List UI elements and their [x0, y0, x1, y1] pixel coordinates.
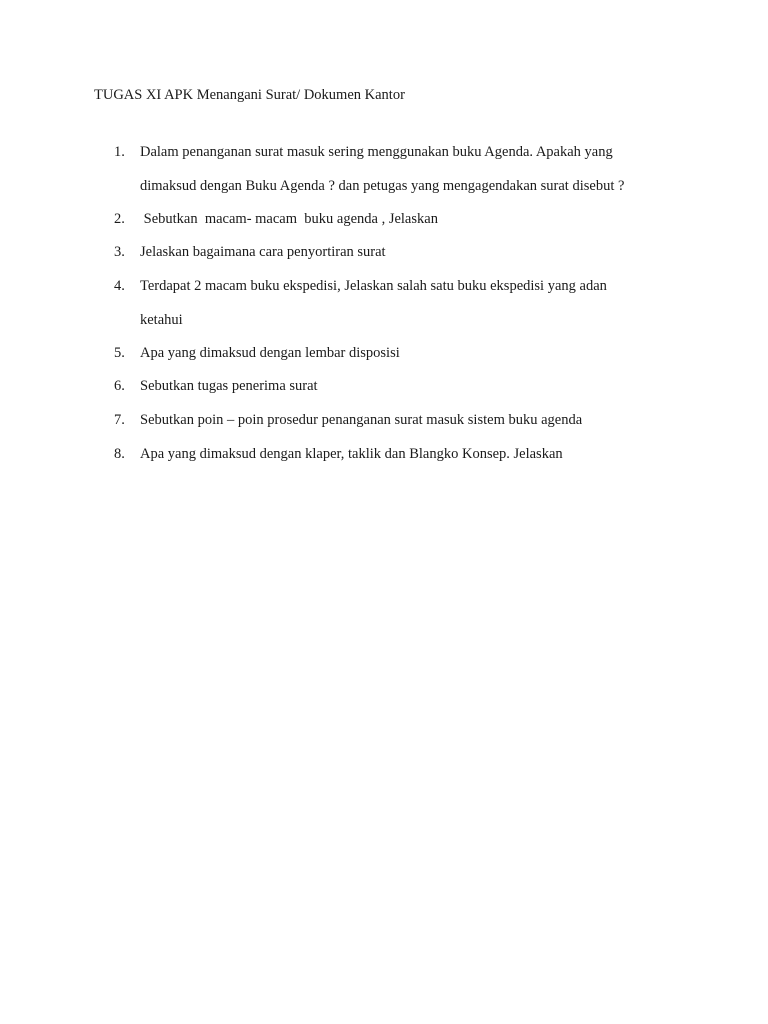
question-line: Dalam penanganan surat masuk sering menggunakan buku Agenda. Apakah yang	[140, 144, 613, 160]
question-text	[140, 344, 700, 362]
question-number: 3.	[114, 244, 125, 260]
question-text	[140, 143, 700, 195]
question-line: Sebutkan poin – poin prosedur penanganan surat masuk sistem buku agenda	[140, 412, 583, 428]
question-number: 4.	[114, 278, 125, 294]
question-line: Sebutkan macam- macam buku agenda , Jelaskan	[140, 211, 438, 227]
question-text	[140, 411, 700, 429]
question-text	[140, 277, 700, 329]
question-text	[140, 243, 700, 261]
question-number: 8.	[114, 446, 125, 462]
question-number: 6.	[114, 378, 125, 394]
question-text	[140, 377, 700, 395]
question-line: Jelaskan bagaimana cara penyortiran surat	[140, 244, 386, 260]
question-line: ketahui	[140, 311, 183, 328]
question-text	[140, 445, 700, 463]
question-line: dimaksud dengan Buku Agenda ? dan petugas yang mengagendakan surat disebut ?	[140, 177, 625, 194]
question-text	[140, 210, 700, 228]
question-line: Apa yang dimaksud dengan lembar disposisi	[140, 345, 400, 361]
question-number: 2.	[114, 211, 125, 227]
question-line: Sebutkan tugas penerima surat	[140, 378, 318, 394]
question-number: 5.	[114, 345, 125, 361]
question-line: Terdapat 2 macam buku ekspedisi, Jelaskan salah satu buku ekspedisi yang adan	[140, 278, 607, 294]
question-number: 7.	[114, 412, 125, 428]
question-number: 1.	[114, 144, 125, 160]
question-line: Apa yang dimaksud dengan klaper, taklik dan Blangko Konsep. Jelaskan	[140, 446, 563, 462]
document-title: TUGAS XI APK Menangani Surat/ Dokumen Kantor	[94, 87, 405, 103]
